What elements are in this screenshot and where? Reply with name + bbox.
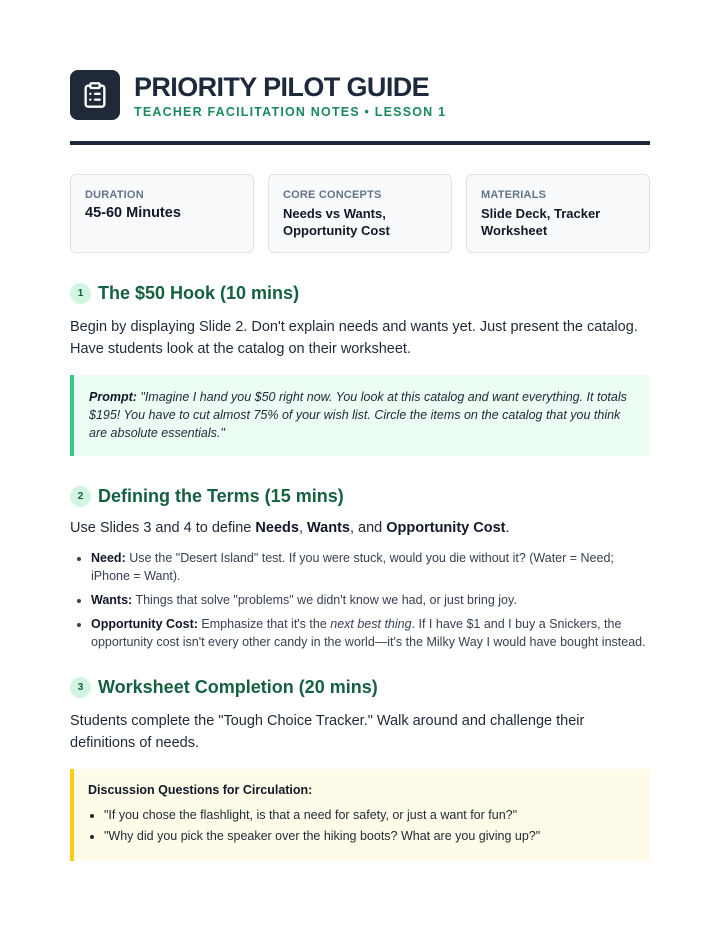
section-body: Students complete the "Tough Choice Tracker." Walk around and challenge their definitions of needs. <box>70 713 585 751</box>
section-heading <box>70 677 650 698</box>
section-defining-terms <box>70 486 650 651</box>
section-number-badge: 1 <box>70 283 91 304</box>
definition-term: Opportunity Cost: <box>91 617 198 631</box>
clipboard-list-icon <box>70 70 120 120</box>
list-item: • "Why did you pick the speaker over the hiking boots? What are you giving up?" <box>104 826 636 847</box>
info-cards <box>70 174 650 253</box>
card-value-line: Needs vs Wants, <box>283 206 386 221</box>
header-text <box>134 72 446 119</box>
section-number-badge: 2 <box>70 486 91 507</box>
discussion-title: Discussion Questions for Circulation: <box>88 783 313 797</box>
prompt-label: Prompt: <box>89 390 137 404</box>
definition-list <box>70 549 650 651</box>
intro-text: , <box>298 520 307 536</box>
term-wants: Wants <box>307 520 350 536</box>
card-value-line: Worksheet <box>481 223 548 238</box>
list-item <box>91 615 650 651</box>
definition-text: . If I have $1 and I buy a Snickers, the opportunity cost isn't every other candy in the world—it's the Milky Way I would have bought instead. <box>91 617 646 649</box>
guide-header <box>70 70 650 120</box>
section-hook <box>70 283 650 456</box>
section-body <box>70 517 650 539</box>
header-divider <box>70 141 650 145</box>
term-needs: Needs <box>255 520 299 536</box>
term-opportunity-cost: Opportunity Cost <box>386 520 506 536</box>
section-body: Begin by displaying Slide 2. Don't explain needs and wants yet. Just present the catalog. Have students look at the catalog on their worksheet. <box>70 319 638 357</box>
card-label: MATERIALS <box>481 189 547 201</box>
definition-emphasis: next best thing <box>330 617 412 631</box>
definition-term: Wants: <box>91 593 133 607</box>
section-worksheet <box>70 677 650 861</box>
card-value <box>481 205 635 239</box>
card-label: DURATION <box>85 189 144 201</box>
section-heading <box>70 486 650 507</box>
prompt-text: "Imagine I hand you $50 right now. You look at this catalog and want everything. It totals $195! You have to cut almost 75% of your wish list. Circle the items on the catalog that you think are absolute essentials." <box>89 390 627 440</box>
materials-card <box>466 174 650 253</box>
facilitation-guide <box>70 70 650 861</box>
section-title: The $50 Hook (10 mins) <box>98 283 300 303</box>
card-label: CORE CONCEPTS <box>283 189 382 201</box>
prompt-callout <box>70 375 650 456</box>
section-heading <box>70 283 650 304</box>
list-item: • "If you chose the flashlight, is that a need for safety, or just a want for fun?" <box>104 805 636 826</box>
definition-text: Things that solve "problems" we didn't know we had, or just bring joy. <box>132 593 517 607</box>
definition-text: Emphasize that it's the <box>197 617 331 631</box>
page-subtitle: TEACHER FACILITATION NOTES • LESSON 1 <box>134 104 447 119</box>
section-title: Defining the Terms (15 mins) <box>98 486 344 506</box>
intro-text: Use Slides 3 and 4 to define <box>70 520 256 536</box>
duration-card <box>70 174 254 253</box>
section-title: Worksheet Completion (20 mins) <box>98 677 378 697</box>
definition-term: Need: <box>91 551 126 565</box>
page-title: PRIORITY PILOT GUIDE <box>134 71 430 102</box>
card-value: 45-60 Minutes <box>85 205 181 221</box>
list-item <box>91 549 650 585</box>
card-value-line: Opportunity Cost <box>283 223 390 238</box>
section-number-badge: 3 <box>70 677 91 698</box>
definition-text: Use the "Desert Island" test. If you were stuck, would you die without it? (Water = Need; iPhone = Want). <box>91 551 614 583</box>
intro-text: , and <box>349 520 387 536</box>
card-value-line: Slide Deck, Tracker <box>481 206 601 221</box>
discussion-callout <box>70 769 650 861</box>
intro-text: . <box>505 520 510 536</box>
list-item <box>91 591 650 609</box>
core-concepts-card <box>268 174 452 253</box>
card-value <box>283 205 437 239</box>
discussion-question-list <box>88 805 636 847</box>
